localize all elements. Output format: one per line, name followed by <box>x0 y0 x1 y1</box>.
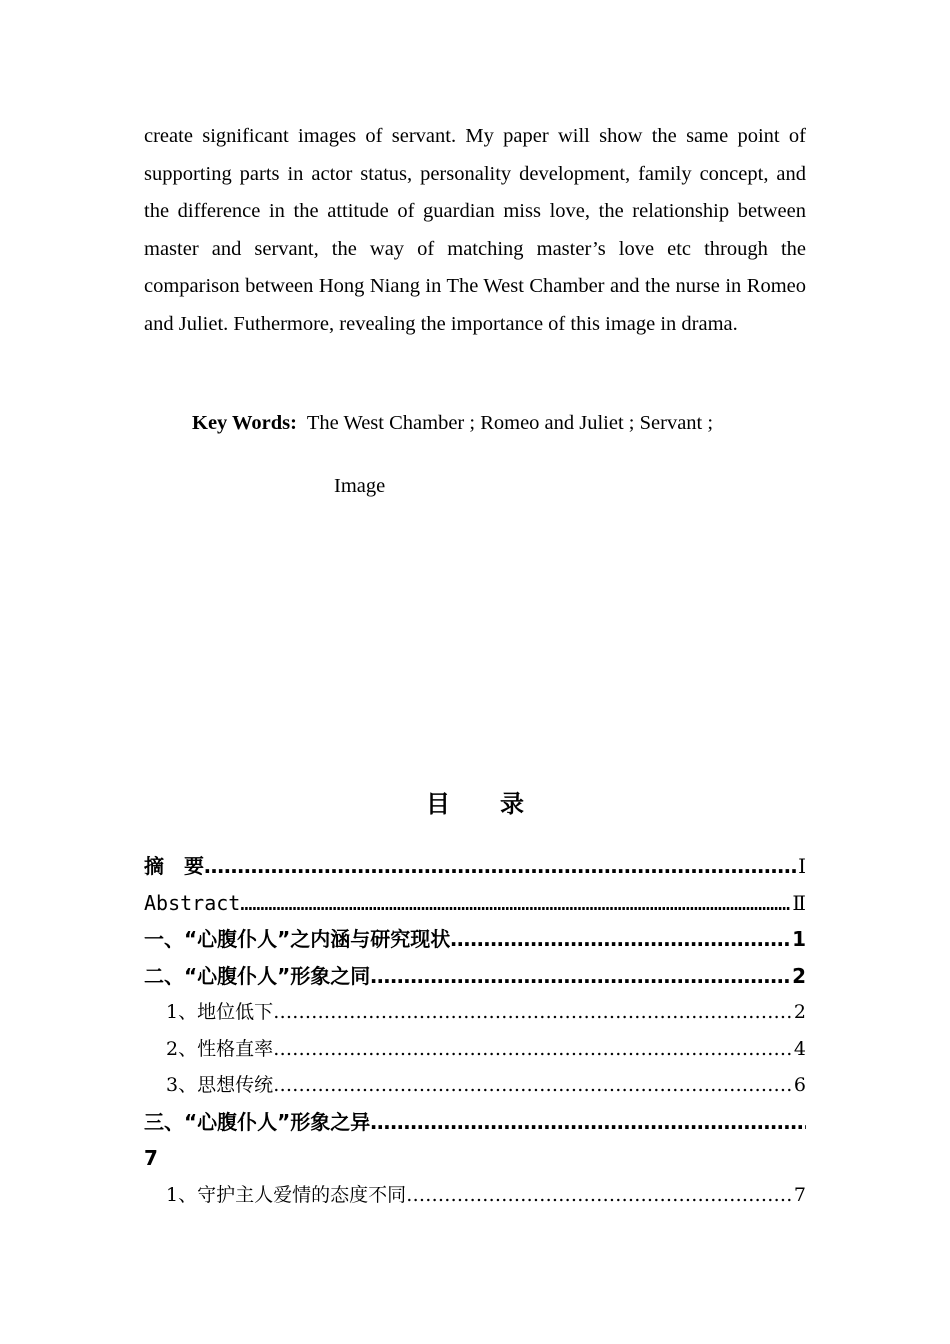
toc-entry-chapter-1[interactable] <box>144 921 806 958</box>
toc-entry-page: 4 <box>793 1037 806 1060</box>
toc-entry-page: Ⅰ <box>798 854 806 878</box>
toc-leader-dots <box>240 885 790 922</box>
toc-title-char-2: 录 <box>500 790 524 818</box>
toc-entry-page: 7 <box>793 1183 806 1206</box>
toc-leader-dots <box>406 1177 792 1214</box>
toc-entry-title: 2、性格直率 <box>166 1037 274 1060</box>
toc-entry-section-2-3[interactable] <box>144 1067 806 1104</box>
toc-entry-chapter-3-page-line <box>144 1140 806 1177</box>
toc-entry-page: 2 <box>793 1001 806 1023</box>
toc-entry-chapter-2[interactable] <box>144 958 806 995</box>
toc-leader-dots <box>204 848 796 885</box>
toc-entry-page: 7 <box>144 1146 158 1170</box>
toc-entry-title: 3、思想传统 <box>166 1074 274 1096</box>
toc-entry-title: 三、“心腹仆人”形象之异 <box>144 1109 371 1134</box>
toc-entry-title: 二、“心腹仆人”形象之同 <box>144 963 371 988</box>
toc-entry-section-2-1[interactable] <box>144 994 806 1031</box>
toc-entry-page: 1 <box>792 927 806 951</box>
toc-entry-page: Ⅱ <box>792 890 806 915</box>
toc-entry-chapter-3[interactable] <box>144 1104 806 1141</box>
toc-entry-title: 1、守护主人爱情的态度不同 <box>166 1183 407 1206</box>
toc-entry-summary[interactable] <box>144 848 806 885</box>
toc-entry-title: 一、“心腹仆人”之内涵与研究现状 <box>144 927 451 951</box>
toc-entry-section-3-1[interactable] <box>144 1177 806 1214</box>
keywords-line <box>192 406 832 440</box>
abstract-paragraph: create significant images of servant. My paper will show the same point of supporting parts in actor status, personality development, family concept, and the difference in the attitude of guardian miss love, the relationship between master and servant, the way of matching master’s love etc through the comparison between Hong Niang in The West Chamber and the nurse in Romeo and Juliet. Futhermore, revealing the importance of this image in drama. <box>144 125 806 335</box>
toc-leader-dots <box>370 1104 806 1141</box>
toc-entry-page: 2 <box>792 963 806 988</box>
toc-entry-title: 1、地位低下 <box>166 1001 274 1023</box>
toc-leader-dots <box>273 1031 792 1068</box>
toc-entry-abstract[interactable] <box>144 885 806 922</box>
toc-entry-title: Abstract <box>144 890 241 915</box>
toc-leader-dots <box>370 958 790 995</box>
keywords-label: Key Words: <box>192 412 297 434</box>
toc-entry-section-2-2[interactable] <box>144 1031 806 1068</box>
toc-leader-dots <box>273 994 792 1031</box>
toc-entry-page: 6 <box>793 1074 806 1096</box>
keywords-values: The West Chamber ; Romeo and Juliet ; Servant ; <box>306 412 714 434</box>
table-of-contents <box>144 848 806 1213</box>
keywords-continuation: Image <box>334 475 386 497</box>
toc-entry-title: 摘 要 <box>144 854 204 878</box>
toc-leader-dots <box>273 1067 792 1104</box>
toc-leader-dots <box>450 921 790 958</box>
toc-title <box>0 786 950 822</box>
toc-title-char-1: 目 <box>426 790 450 818</box>
